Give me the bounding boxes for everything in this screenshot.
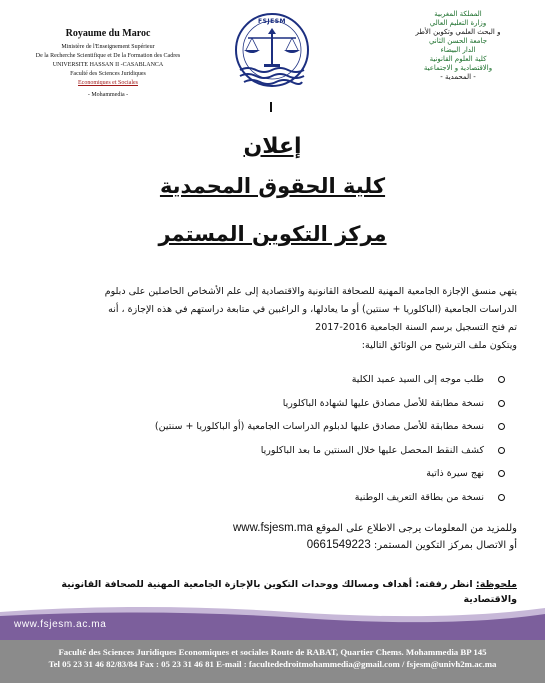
bullet-icon <box>498 447 505 454</box>
bullet-icon <box>498 400 505 407</box>
research-line: De la Recherche Scientifique et De la Formation des Cadres <box>35 53 181 59</box>
kingdom-label: Royaume du Maroc <box>65 28 151 39</box>
list-item: كشف النقط المحصل عليها خلال السنتين ما بعد الباكلوريا <box>65 439 505 463</box>
contact-line-website: وللمزيد من المعلومات يرجى الاطلاع على الموقع www.fsjesm.ma <box>232 522 517 534</box>
phone-number: 0661549223 <box>306 539 371 551</box>
logo-text: FSJESM <box>257 18 287 25</box>
ar-university: جامعة الحسن الثاني <box>428 37 488 45</box>
ar-research: و البحث العلمي وتكوين الأطر <box>415 28 501 36</box>
faculty-title: كلية الحقوق المحمدية <box>159 174 386 198</box>
bullet-icon <box>498 376 505 383</box>
faculty-line: Faculté des Sciences Juridiques <box>70 71 146 77</box>
center-title: مركز التكوين المستمر <box>158 222 387 246</box>
ministry-line: Ministère de l'Enseignement Supérieur <box>61 44 155 50</box>
ar-kingdom: المملكة المغربية <box>434 10 482 18</box>
list-item: نسخة مطابقة للأصل مصادق عليها لشهادة الباكلوريا <box>65 392 505 416</box>
note-text: انظر رفقته: أهداف ومسالك ووحدات التكوين بالإجازة الجامعية المهنية للصحافة القانونية والاقتصادية <box>61 579 517 605</box>
bullet-icon <box>498 494 505 501</box>
list-item: طلب موجه إلى السيد عميد الكلية <box>65 368 505 392</box>
announcement-title: إعلان <box>243 134 302 159</box>
footer-website[interactable]: www.fsjesm.ac.ma <box>14 619 107 630</box>
ar-mohammedia: - المحمدية - <box>440 73 476 81</box>
ar-faculty: كلية العلوم القانونية <box>429 55 487 63</box>
documents-list <box>65 368 505 509</box>
list-item: نهج سيرة ذاتية <box>65 462 505 486</box>
footer-bar <box>0 640 545 683</box>
body-line: يتهي منسق الإجازة الجامعية المهنية للصحافة القانونية والاقتصادية إلى علم الأشخاص الحاصلين على دبلوم <box>104 286 517 297</box>
announcement-body <box>52 283 517 355</box>
note-label: ملحوظة: <box>475 579 517 590</box>
ar-ministry: وزارة التعليم العالي <box>429 19 487 27</box>
header-french <box>18 2 198 100</box>
website-link[interactable]: www.fsjesm.ma <box>232 522 313 534</box>
contact-line-phone: أو الاتصال بمركز التكوين المستمر: 0661549223 <box>306 539 517 551</box>
bullet-icon <box>498 423 505 430</box>
footer-address: Faculté des Sciences Juridiques Economiques et sociales Route de RABAT, Quartier Chems. Mohammedia BP 145 <box>58 647 487 657</box>
university-line: UNIVERSITE HASSAN II -CASABLANCA <box>52 62 164 68</box>
ar-city: الدار البيضاء <box>440 46 476 54</box>
body-line: تم فتح التسجيل برسم السنة الجامعية 2016-2017 <box>315 322 517 333</box>
footer-contact: Tel 05 23 31 46 82/83/84 Fax : 05 23 31 46 81 E-mail : facultededroitmohammedia@gmail.com / fsjesm@univh2m.ac.ma <box>48 659 497 669</box>
ar-faculty-2: والاقتصادية و الاجتماعية <box>423 64 493 72</box>
bullet-icon <box>498 470 505 477</box>
list-item: نسخة من بطاقة التعريف الوطنية <box>65 486 505 510</box>
body-line: الدراسات الجامعية (الباكلوريا + سنتين) أو ما يعادلها، و الراغبين في متابعة دراستهم في هذه الإجازة ، أنه <box>108 304 517 315</box>
contact-info <box>52 520 517 554</box>
faculty-line-2: Economiques et Sociales <box>78 80 138 86</box>
city-line: - Mohammedia - <box>87 92 129 98</box>
list-item: نسخة مطابقة للأصل مصادق عليها لدبلوم الدراسات الجامعية (أو الباكلوريا + سنتين) <box>65 415 505 439</box>
body-line: ويتكون ملف الترشيح من الوثائق التالية: <box>361 340 517 351</box>
header-arabic <box>379 10 537 82</box>
